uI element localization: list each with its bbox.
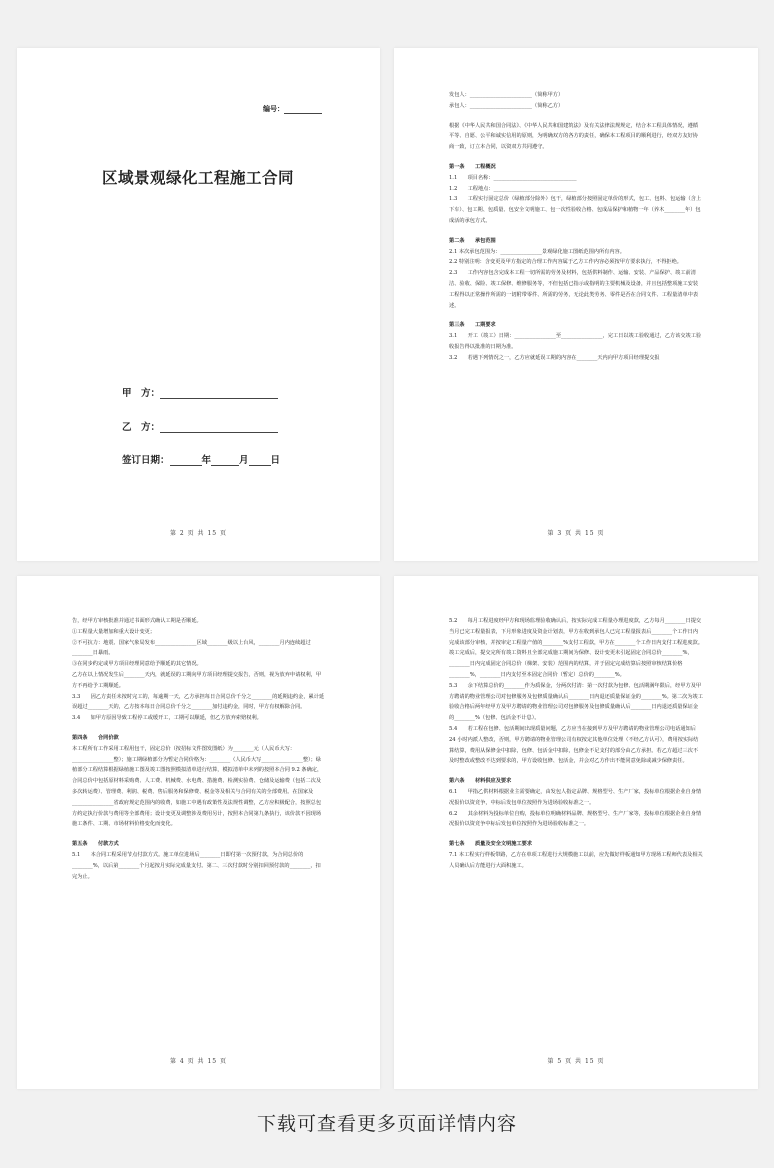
sign-date-field: 签订日期： 年 月 日 — [122, 455, 281, 466]
contract-page-4 — [17, 576, 380, 1089]
paragraph: ①工程量大量增加和重大设计变更； — [72, 628, 156, 635]
paragraph: 告，经甲方审核批准并通过书面形式确认工期是否顺延。 — [72, 618, 202, 624]
section-heading: 第一条 工程概况 — [449, 163, 496, 170]
party-a-field: 甲 方： — [122, 385, 278, 399]
clause: 3.2 若遇下列情况之一，乙方应就延误工期的内容在________天内向甲方项目经理提交报 — [449, 354, 660, 361]
section-heading: 第三条 工期要求 — [449, 322, 496, 329]
section-heading: 第四条 合同价款 — [72, 734, 119, 741]
intro-paragraph: 根据《中华人民共和国合同法》、《中华人民共和国建筑法》及有关法律法规规定，结合本工程具体情况，遵循平等、自愿、公平和诚实信用的原则，为明确双方的各方的责任，确保本工程项目的顺利进行，经双方友好协商一致，订立本合同，以资双方共同遵守。 — [449, 122, 699, 151]
cover-page — [17, 48, 380, 561]
clause: 2.3 工作内容包含完成本工程一切所需的劳务及材料，包括供料制作、运输、安装、产品保护、竣工前清洁、验收、保险、竣工保修、维修服务等，不但包括已指示或指明的主要机械及设备，并且包括整项施工安装工程得以正常操作所需的一切附带零件、所需的劳务，无论此类劳务、零件是否在合同文件、工程量清单中表述。 — [449, 270, 699, 309]
page-body — [72, 616, 325, 882]
page-footer: 第 2 页 共 15 页 — [170, 530, 227, 537]
paragraph: 3.3 因乙方责任未按时完工的，每逾期一天，乙方承担每日合同总价千分之________的延期违约金，累计延误超过________天的，乙方按本每日合同总价千分之________加付违约金，同时，甲方有权解除合同。 — [72, 693, 325, 711]
paragraph: 5.3 余下结算总价的________作为质保金，分两次付清：第一次付款为包修、包活期满年限后，经甲方及甲方聘请的物业管理公司对包修服务及包修质量确认后________日内退还质量保证金的________%。第二次为竣工验收合格后两年经甲方及甲方聘请的物业管理公司对包修服务及包修质量确认后________日内退还质量保证金的________%（包修、包活金不计息）。 — [449, 682, 703, 722]
section-heading: 第六条 材料供应及要求 — [449, 778, 512, 785]
page-body — [449, 616, 703, 872]
paragraph: 3.4 如甲方原因导致工程停工或缓开工，工期可以顺延，但乙方放弃索赔权利。 — [72, 715, 262, 722]
clause: 2.1 本次承包范围为：________________景观绿化施工图纸范围内所有内容。 — [449, 248, 625, 255]
page-footer: 第 4 页 共 15 页 — [170, 1058, 227, 1065]
party-b-field: 乙 方： — [122, 419, 278, 433]
paragraph: 本工程所有工作采用工程用包干，固定总价（按招标文件图发图纸）为________元（人民币大写：________________整）；施工期绿植部分为暂定合同价格为：________（人民币大写________________整）；绿植部分工程结算根据绿植施工图及竣工图按照模拟清单进行结算，模拟清单中未列的按照本合同 9.2 条确定，合同总价中包括原材料采购费、人工费、机械费、水电费、措施费、检测实验费、仓储及运输费（包括二次及多次转运费）、管理费、利润、税费、售后服务和保修费、税金等及相关与合同有关的全部费用。在国家及________________省政府规定范围内的收费，如施工中遇有政策性及法规性调整，乙方应积极配合，按照总包方约定执行价款与费用等全部费用；设计变更及调整涉及费用另计，按照本合同第九条执行，该价款不因现场施工条件、工期、市场材料价格变化而变化。 — [72, 745, 323, 828]
paragraph: 7.1 本工程实行样板带路，乙方在单项工程进行大规模施工以前，应先做好样板通知甲方现场工程师代表及相关人员确认后方能进行大面积施工。 — [449, 851, 703, 869]
page-footer: 第 5 页 共 15 页 — [547, 1058, 605, 1065]
paragraph: 6.1 甲指乙供材料根据业主需要确定，由发包人指定品牌、规格型号、生产厂家，投标单位根据企业自身情况报价以资竞争，中标后发包单位按照作为进场验收标准之一。 — [449, 788, 702, 806]
contract-page-3 — [394, 48, 758, 561]
client-line: 发包人：________________________（简称甲方） — [449, 92, 564, 98]
section-heading: 第五条 付款方式 — [72, 841, 119, 848]
clause: 1.1 项目名称：________________________________ — [449, 174, 577, 181]
contract-page-5 — [394, 576, 758, 1089]
paragraph: 6.2 其余材料为投标单位自购，投标单位明确材料品牌、规格型号、生产厂家等，投标单位根据企业自身情况报价以资竞争中标后发包单位按照作为进场验收标准之一。 — [449, 810, 702, 828]
clause: 3.1 开工（竣工）日期：________________至________________，完工日以竣工验收通过，乙方该交竣工验收报告得以批准的日期为准。 — [449, 333, 702, 350]
paragraph: 乙方在以上情况发生后________天内，就延误的工期向甲方项目经理提交报告，否则，视为放弃申请权利，甲方不再给予工期顺延。 — [72, 671, 322, 689]
section-heading: 第二条 承包范围 — [449, 237, 496, 244]
clause: 1.3 工程实行固定总价（绿植部分除外）包干，绿植部分按照固定单价的形式，包工、包料、包运输（含上下车）、包工期、包质量、包安全文明施工、包一次性验收合格、包成品保护和植物一年（养木________年）包成活的承包方式。 — [449, 196, 702, 224]
clause: 1.2 工程地点：________________________________ — [449, 185, 577, 192]
paragraph: 5.4 若工程在包修、包活期间出现质量问题，乙方应当在接到甲方及甲方聘请的物业管理公司电话通知后 24 小时内派人整改，否则，甲方聘请的物业管理公司有权按定其他单位处理（不经乙方认可），费用按实际结算结算，费用从保修金中扣除，包修、包活金中扣除，包修金不足支付的部分由乙方承担。若乙方超过三次不及时整改或整改不达到要求的，甲方设收包修、包活金，并会对乙方作出不能同意免除或减少保修责任。 — [449, 725, 699, 765]
paragraph: ③在同步约定或甲方项目经理同意给予顺延的其它情况。 — [72, 661, 202, 668]
paragraph: 5.1 本合同工程采用节点付款方式。施工单位进场后________日即付第一次预付款，为合同总价的________%，以后第________个月起按月实际完成量支付。第二、三次付款时分别扣回预付款的________，扣完为止。 — [72, 851, 321, 880]
paragraph: 5.2 每月工程进度经甲方和现场监理验收确认后，按实际完成工程量办理进度款，乙方每月________日提交当月已完工程量报表，下月形象进度及资金计划表，甲方在收到承包人已完工程量报表后________个工作日内完成该部分审核，并按审定工程量产值的________%支付工程款，甲方在________个工作日内支付工程进度款。竣工完成后，提交完所有竣工资料且全部完成施工期间为保修、设计变更未引起固定合同总价________%，________日内完成固定合同总价（梯架、安装）范围内的结算，并于固定完成结算后按照审核结算价格________%，________日内支付至本固定合同价（暂定）总价的________%。 — [449, 618, 703, 678]
contract-number: 编号： — [263, 104, 322, 114]
page-body — [449, 90, 703, 364]
download-caption[interactable]: 下载可查看更多页面详情内容 — [256, 1113, 517, 1135]
clause: 2.2 特别注明：含变更及甲方指定的合理工作内容属于乙方工作内容必须按甲方要求执行，不得拒绝。 — [449, 259, 682, 266]
paragraph: ②不可抗力：地震、国家气象局发布________________区域________级以上台风，________月内连续超过________日暴雨。 — [72, 639, 311, 657]
contractor-line: 承包人：________________________（简称乙方） — [449, 102, 564, 109]
page-footer: 第 3 页 共 15 页 — [547, 530, 605, 537]
document-title: 区域景观绿化工程施工合同 — [102, 169, 295, 187]
section-heading: 第七条 质量及安全文明施工要求 — [449, 841, 533, 848]
